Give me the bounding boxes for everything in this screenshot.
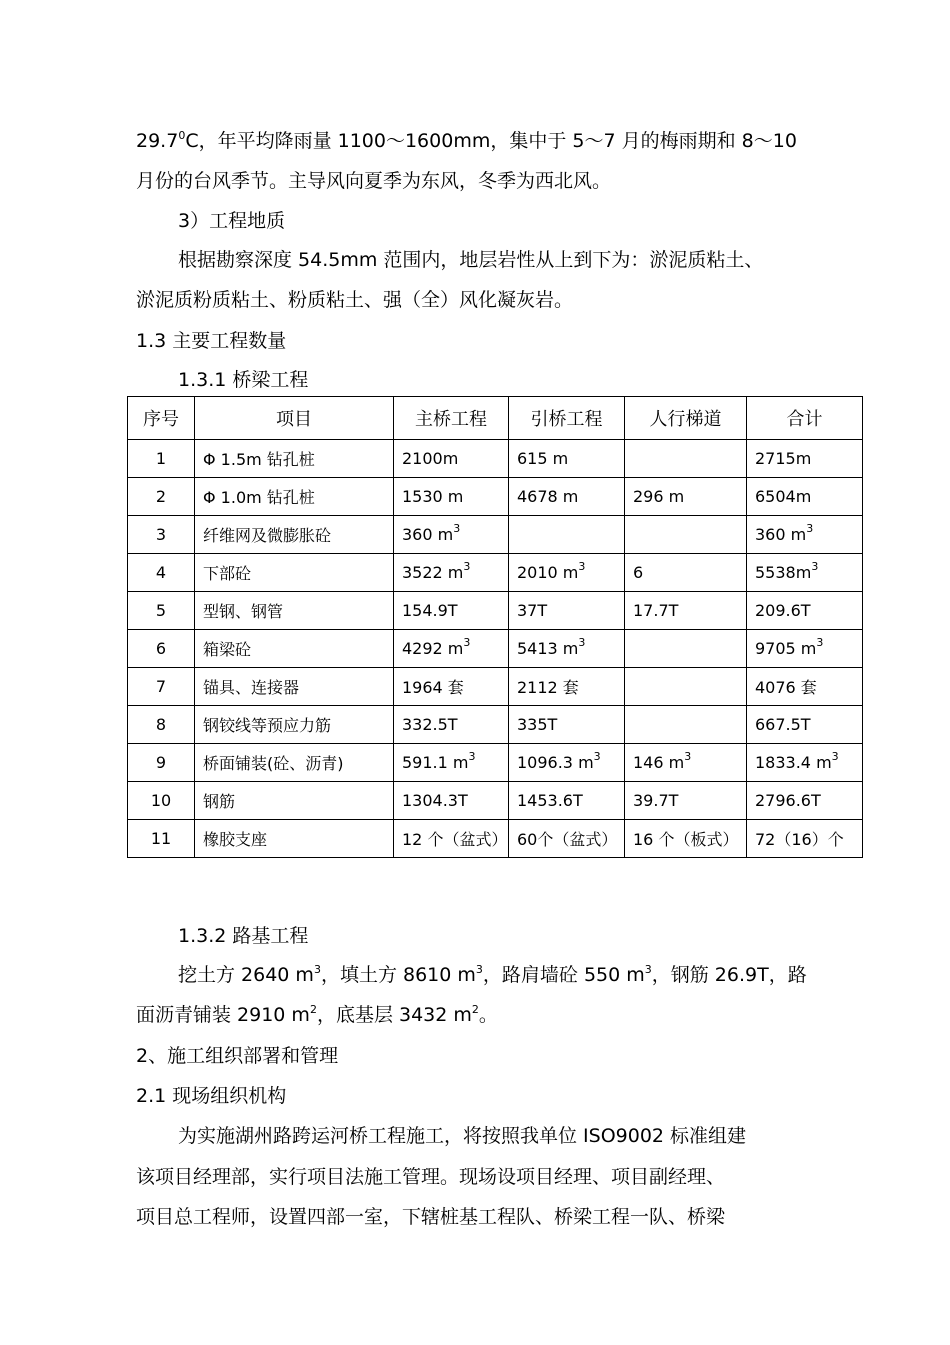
cell-no: 10: [128, 782, 195, 820]
section-2-heading: 2、施工组织部署和管理: [136, 1045, 339, 1067]
cell-item: 锚具、连接器: [195, 668, 394, 706]
cell-stair: [625, 516, 747, 554]
subgrade-line-1: 挖土方 2640 $m^3$，填土方 8610 $m^3$，路肩墙砼 550 $m^3$，钢筋 26.9T，路: [178, 963, 807, 986]
cell-no: 6: [128, 630, 195, 668]
cell-main: 4292 $m^3$: [394, 630, 509, 668]
climate-line-1: 29.7$^0$C，年平均降雨量 1100～1600mm，集中于 5～7 月的梅雨期和 8～10: [136, 129, 797, 152]
cell-no: 11: [128, 820, 195, 858]
cell-item: 橡胶支座: [195, 820, 394, 858]
cell-no: 7: [128, 668, 195, 706]
cell-main: 2100m: [394, 440, 509, 478]
header-cell-no: 序号: [128, 397, 195, 440]
header-cell-main: 主桥工程: [394, 397, 509, 440]
cell-total: 1833.4 $m^3$: [747, 744, 863, 782]
geology-line-2: 淤泥质粉质粘土、粉质粘土、强（全）风化凝灰岩。: [136, 289, 574, 311]
cell-item: 钢铰线等预应力筋: [195, 706, 394, 744]
cell-total: 2796.6T: [747, 782, 863, 820]
unit-superscript: 3: [463, 560, 471, 573]
cell-total: 6504m: [747, 478, 863, 516]
table-row: [128, 478, 863, 516]
unit-superscript: 3: [463, 636, 471, 649]
table-row: [128, 516, 863, 554]
cell-approach: 5413 $m^3$: [509, 630, 625, 668]
cell-item: 下部砼: [195, 554, 394, 592]
geology-heading: 3）工程地质: [178, 210, 286, 232]
organization-line-1: 为实施湖州路跨运河桥工程施工，将按照我单位 ISO9002 标准组建: [178, 1125, 747, 1147]
subgrade-line-2: 面沥青铺装 2910 $m^2$，底基层 3432 $m^2$。: [136, 1003, 498, 1026]
table-row: [128, 630, 863, 668]
table-row: [128, 592, 863, 630]
cell-stair: 39.7T: [625, 782, 747, 820]
cell-main: 1964 套: [394, 668, 509, 706]
unit-superscript: 3: [811, 560, 819, 573]
cell-no: 9: [128, 744, 195, 782]
cell-approach: 1096.3 $m^3$: [509, 744, 625, 782]
cell-item: 钢筋: [195, 782, 394, 820]
cell-stair: [625, 630, 747, 668]
cell-main: 591.1 $m^3$: [394, 744, 509, 782]
cell-stair: 296 m: [625, 478, 747, 516]
cell-no: 8: [128, 706, 195, 744]
cell-main: 12 个（盆式）: [394, 820, 509, 858]
cell-stair: [625, 668, 747, 706]
cell-approach: 60个（盆式）: [509, 820, 625, 858]
cell-total: $5538m^3$: [747, 554, 863, 592]
cell-main: 3522 $m^3$: [394, 554, 509, 592]
cell-approach: [509, 516, 625, 554]
cell-item: 型钢、钢管: [195, 592, 394, 630]
unit-superscript: 3: [684, 750, 692, 763]
unit-superscript: 3: [578, 560, 586, 573]
geology-line-1: 根据勘察深度 54.5mm 范围内，地层岩性从上到下为：淤泥质粘土、: [178, 249, 764, 271]
table-row: [128, 554, 863, 592]
cell-no: 3: [128, 516, 195, 554]
cell-item: 纤维网及微膨胀砼: [195, 516, 394, 554]
cell-item: Φ 1.5m 钻孔桩: [195, 440, 394, 478]
table-row: [128, 668, 863, 706]
organization-line-3: 项目总工程师，设置四部一室，下辖桩基工程队、桥梁工程一队、桥梁: [136, 1206, 726, 1228]
cell-item: 箱梁砼: [195, 630, 394, 668]
table-header-row: [128, 397, 863, 440]
header-cell-approach: 引桥工程: [509, 397, 625, 440]
cell-item: 桥面铺装(砼、沥青): [195, 744, 394, 782]
cell-stair: 146 $m^3$: [625, 744, 747, 782]
bridge-quantity-table: [127, 396, 863, 858]
table-row: [128, 744, 863, 782]
climate-line-2: 月份的台风季节。主导风向夏季为东风，冬季为西北风。: [136, 170, 612, 192]
cell-approach: 37T: [509, 592, 625, 630]
cell-main: 1304.3T: [394, 782, 509, 820]
cell-total: 209.6T: [747, 592, 863, 630]
header-cell-item: 项目: [195, 397, 394, 440]
cell-no: 5: [128, 592, 195, 630]
cell-approach: 335T: [509, 706, 625, 744]
cell-stair: [625, 706, 747, 744]
section-1-3-heading: 1.3 主要工程数量: [136, 330, 287, 352]
cell-total: 72（16）个: [747, 820, 863, 858]
cell-stair: 6: [625, 554, 747, 592]
unit-superscript: 3: [468, 750, 476, 763]
cell-main: 332.5T: [394, 706, 509, 744]
table-row: [128, 706, 863, 744]
cell-total: 667.5T: [747, 706, 863, 744]
unit-superscript: 3: [806, 522, 814, 535]
cell-main: 360 $m^3$: [394, 516, 509, 554]
cell-no: 1: [128, 440, 195, 478]
cell-approach: 615 m: [509, 440, 625, 478]
cell-total: 360 $m^3$: [747, 516, 863, 554]
cell-item: Φ 1.0m 钻孔桩: [195, 478, 394, 516]
cell-approach: 4678 m: [509, 478, 625, 516]
unit-superscript: 3: [593, 750, 601, 763]
cell-approach: 2010 $m^3$: [509, 554, 625, 592]
unit-superscript: 3: [453, 522, 461, 535]
cell-no: 4: [128, 554, 195, 592]
cell-total: 9705 $m^3$: [747, 630, 863, 668]
cell-total: 2715m: [747, 440, 863, 478]
section-2-1-heading: 2.1 现场组织机构: [136, 1085, 287, 1107]
cell-main: 1530 m: [394, 478, 509, 516]
cell-stair: [625, 440, 747, 478]
cell-approach: 1453.6T: [509, 782, 625, 820]
section-1-3-2-heading: 1.3.2 路基工程: [178, 925, 309, 947]
table-row: [128, 820, 863, 858]
cell-stair: 16 个（板式）: [625, 820, 747, 858]
unit-superscript: 3: [816, 636, 824, 649]
unit-superscript: 3: [831, 750, 839, 763]
section-1-3-1-heading: 1.3.1 桥梁工程: [178, 369, 309, 391]
cell-total: 4076 套: [747, 668, 863, 706]
cell-stair: 17.7T: [625, 592, 747, 630]
unit-superscript: 3: [578, 636, 586, 649]
cell-main: 154.9T: [394, 592, 509, 630]
table-row: [128, 782, 863, 820]
table-row: [128, 440, 863, 478]
organization-line-2: 该项目经理部，实行项目法施工管理。现场设项目经理、项目副经理、: [136, 1166, 726, 1188]
header-cell-total: 合计: [747, 397, 863, 440]
cell-approach: 2112 套: [509, 668, 625, 706]
header-cell-stair: 人行梯道: [625, 397, 747, 440]
cell-no: 2: [128, 478, 195, 516]
